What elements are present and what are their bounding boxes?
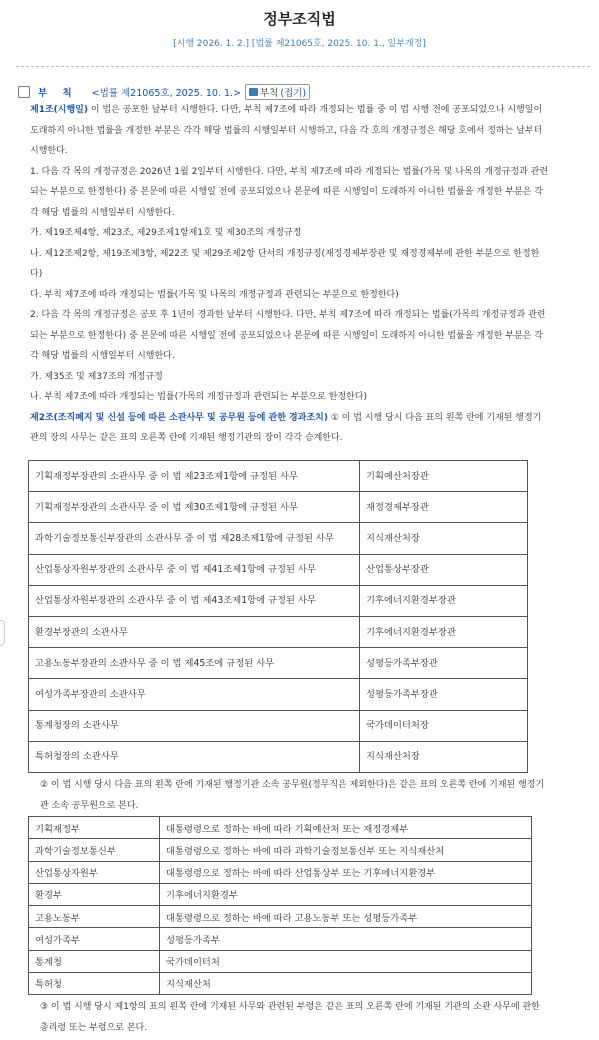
table-cell-source: 기획재정부장관의 소관사무 중 이 법 제23조제1항에 규정된 사무 bbox=[29, 461, 360, 492]
table-cell-target: 지식재산처장 bbox=[360, 741, 528, 772]
table-row bbox=[29, 906, 532, 928]
addendum-icon bbox=[249, 88, 258, 96]
staff-table bbox=[28, 816, 532, 995]
table-row bbox=[29, 492, 528, 523]
divider bbox=[16, 66, 590, 67]
article-1-item: 나. 제12조제2항, 제19조제3항, 제22조 및 제29조제2항 단서의 개정규정(재정경제부장관 및 재정경제부에 관한 부분으로 한정한다) bbox=[30, 248, 540, 279]
table-cell-source: 고용노동부장관의 소관사무 중 이 법 제45조에 규정된 사무 bbox=[29, 648, 360, 679]
article-1-item: 다. 부칙 제7조에 따라 개정되는 법률(가목 및 나목의 개정규정과 관련되는 부분으로 한정한다) bbox=[30, 289, 399, 300]
table-row bbox=[29, 839, 532, 861]
article-2-heading[interactable]: 제2조(조직폐지 및 신설 등에 따른 소관사무 및 공무원 등에 관한 경과조치) bbox=[30, 412, 328, 423]
table-row bbox=[29, 616, 528, 647]
article-1-item: 가. 제19조제4항, 제23조, 제29조제1항제1호 및 제30조의 개정규정 bbox=[30, 228, 302, 238]
article-2-para-3: ③ 이 법 시행 당시 제1항의 표의 왼쪽 란에 기재된 사무와 관련된 부령은 같은 표의 오른쪽 란에 기재된 기관의 소관 사무에 관한 총리령 또는 부령으로 본다. bbox=[40, 1002, 540, 1033]
table-cell-target: 대통령령으로 정하는 바에 따라 고용노동부 또는 성평등가족부 bbox=[160, 906, 532, 928]
table-cell-target: 기후에너지환경부장관 bbox=[360, 585, 528, 616]
article-1-body: 이 법은 공포한 날부터 시행한다. 다만, 부칙 제7조에 따라 개정되는 법률 중 이 법 시행 전에 공포되었으나 시행일이 도래하지 아니한 법률을 개정한 부분은 각각 해당 법률의 시행일부터 시행하고, 다음 각 호의 개정규정은 해당 호에서 정하는 날부터 시행한다. bbox=[30, 105, 543, 156]
table-cell-target: 산업통상부장관 bbox=[360, 554, 528, 585]
table-cell-source: 기획재정부 bbox=[29, 817, 160, 839]
table-row bbox=[29, 883, 532, 905]
table-cell-source: 과학기술정보통신부장관의 소관사무 중 이 법 제28조제1항에 규정된 사무 bbox=[29, 523, 360, 554]
table-cell-source: 고용노동부 bbox=[29, 906, 160, 928]
table-cell-target: 국가데이터처장 bbox=[360, 710, 528, 741]
table-row bbox=[29, 523, 528, 554]
table-cell-source: 특허청 bbox=[29, 972, 160, 994]
article-1 bbox=[30, 100, 550, 162]
article-1-item: 나. 부칙 제7조에 따라 개정되는 법률(가목의 개정규정과 관련되는 부분으로 한정한다) bbox=[30, 392, 367, 402]
article-1-item: 2. 다음 각 목의 개정규정은 공포 후 1년이 경과한 날부터 시행한다. 다만, 부칙 제7조에 따라 개정되는 법률(가목의 개정규정과 관련되는 부분으로 한정한다) 중 본문에 따른 시행일 전에 공포되었으나 본문에 따른 시행일이 도래하지 아니한 법률을 개정한 부분은 각각 해당 법률의 시행일부터 시행한다. bbox=[30, 310, 546, 361]
article-1-heading[interactable]: 제1조(시행일) bbox=[30, 105, 88, 115]
table-cell-source: 과학기술정보통신부 bbox=[29, 839, 160, 861]
table-row bbox=[29, 861, 532, 883]
table-row bbox=[29, 928, 532, 950]
addendum-toggle-label: 부칙 bbox=[260, 88, 279, 99]
table-cell-target: 성평등가족부 bbox=[160, 928, 532, 950]
table-cell-source: 여성가족부장관의 소관사무 bbox=[29, 679, 360, 710]
addendum-header bbox=[12, 84, 310, 100]
law-meta: [시행 2026. 1. 2.] [법률 제21065호, 2025. 10. 1., 일부개정] bbox=[173, 39, 426, 49]
table-cell-target: 국가데이터처 bbox=[160, 950, 532, 972]
article-2-para-1: ① 이 법 시행 당시 다음 표의 왼쪽 란에 기재된 행정기관의 장의 사무는 같은 표의 오른쪽 란에 기재된 행정기관의 장이 각각 승계한다. bbox=[30, 412, 542, 443]
table-cell-target: 기획예산처장관 bbox=[360, 461, 528, 492]
addendum-toggle-button[interactable] bbox=[245, 84, 310, 100]
addendum-body bbox=[30, 100, 550, 449]
table-cell-source: 산업통상자원부장관의 소관사무 중 이 법 제43조제1항에 규정된 사무 bbox=[29, 585, 360, 616]
succession-table bbox=[28, 460, 528, 773]
table-row bbox=[29, 817, 532, 839]
table-cell-target: 지식재산처 bbox=[160, 972, 532, 994]
table-cell-target: 성평등가족부장관 bbox=[360, 648, 528, 679]
article-2 bbox=[30, 408, 550, 449]
table-cell-source: 특허청장의 소관사무 bbox=[29, 741, 360, 772]
table-cell-source: 통계청 bbox=[29, 950, 160, 972]
table-row bbox=[29, 585, 528, 616]
article-1-item: 가. 제35조 및 제37조의 개정규정 bbox=[30, 371, 163, 382]
table-cell-target: 기후에너지환경부장관 bbox=[360, 616, 528, 647]
table-cell-target: 재정경제부장관 bbox=[360, 492, 528, 523]
table-row bbox=[29, 972, 532, 994]
table-row bbox=[29, 461, 528, 492]
addendum-law-ref: <법률 제21065호, 2025. 10. 1.> bbox=[91, 88, 241, 99]
article-1-items bbox=[30, 162, 550, 408]
table-cell-target: 대통령령으로 정하는 바에 따라 산업통상부 또는 기후에너지환경부 bbox=[160, 861, 532, 883]
article-1-item: 1. 다음 각 목의 개정규정은 2026년 1월 2일부터 시행한다. 다만, 부칙 제7조에 따라 개정되는 법률(가목 및 나목의 개정규정과 관련되는 부분으로 한정한다) 중 본문에 따른 시행일 전에 공포되었으나 본문에 따른 시행일이 도래하지 아니한 법률을 개정한 부분은 각각 해당 법률의 시행일부터 시행한다. bbox=[30, 166, 549, 218]
table-cell-target: 기후에너지환경부 bbox=[160, 883, 532, 905]
table-cell-source: 여성가족부 bbox=[29, 928, 160, 950]
addendum-checkbox[interactable] bbox=[18, 86, 30, 98]
table-cell-source: 기획재정부장관의 소관사무 중 이 법 제30조제1항에 규정된 사무 bbox=[29, 492, 360, 523]
table-cell-source: 환경부 bbox=[29, 883, 160, 905]
table-cell-target: 지식재산처장 bbox=[360, 523, 528, 554]
table-cell-target: 대통령령으로 정하는 바에 따라 기획예산처 또는 재정경제부 bbox=[160, 817, 532, 839]
table-cell-source: 산업통상자원부장관의 소관사무 중 이 법 제41조제1항에 규정된 사무 bbox=[29, 554, 360, 585]
article-2-para-2: ② 이 법 시행 당시 다음 표의 왼쪽 란에 기재된 행정기관 소속 공무원(정무직은 제외한다)은 같은 표의 오른쪽 란에 기재된 행정기관 소속 공무원으로 본다. bbox=[40, 780, 545, 811]
table-row bbox=[29, 648, 528, 679]
page-title: 정부조직법 bbox=[263, 10, 336, 28]
table-row bbox=[29, 679, 528, 710]
table-cell-source: 통계청장의 소관사무 bbox=[29, 710, 360, 741]
table-cell-target: 성평등가족부장관 bbox=[360, 679, 528, 710]
side-scroll-handle[interactable] bbox=[0, 620, 5, 646]
table-cell-source: 환경부장관의 소관사무 bbox=[29, 616, 360, 647]
addendum-label: 부 칙 bbox=[38, 88, 78, 99]
table-cell-source: 산업통상자원부 bbox=[29, 861, 160, 883]
table-cell-target: 대통령령으로 정하는 바에 따라 과학기술정보통신부 또는 지식재산처 bbox=[160, 839, 532, 861]
fold-link[interactable]: (접기) bbox=[280, 88, 307, 99]
table-row bbox=[29, 710, 528, 741]
table-row bbox=[29, 741, 528, 772]
table-row bbox=[29, 950, 532, 972]
table-row bbox=[29, 554, 528, 585]
